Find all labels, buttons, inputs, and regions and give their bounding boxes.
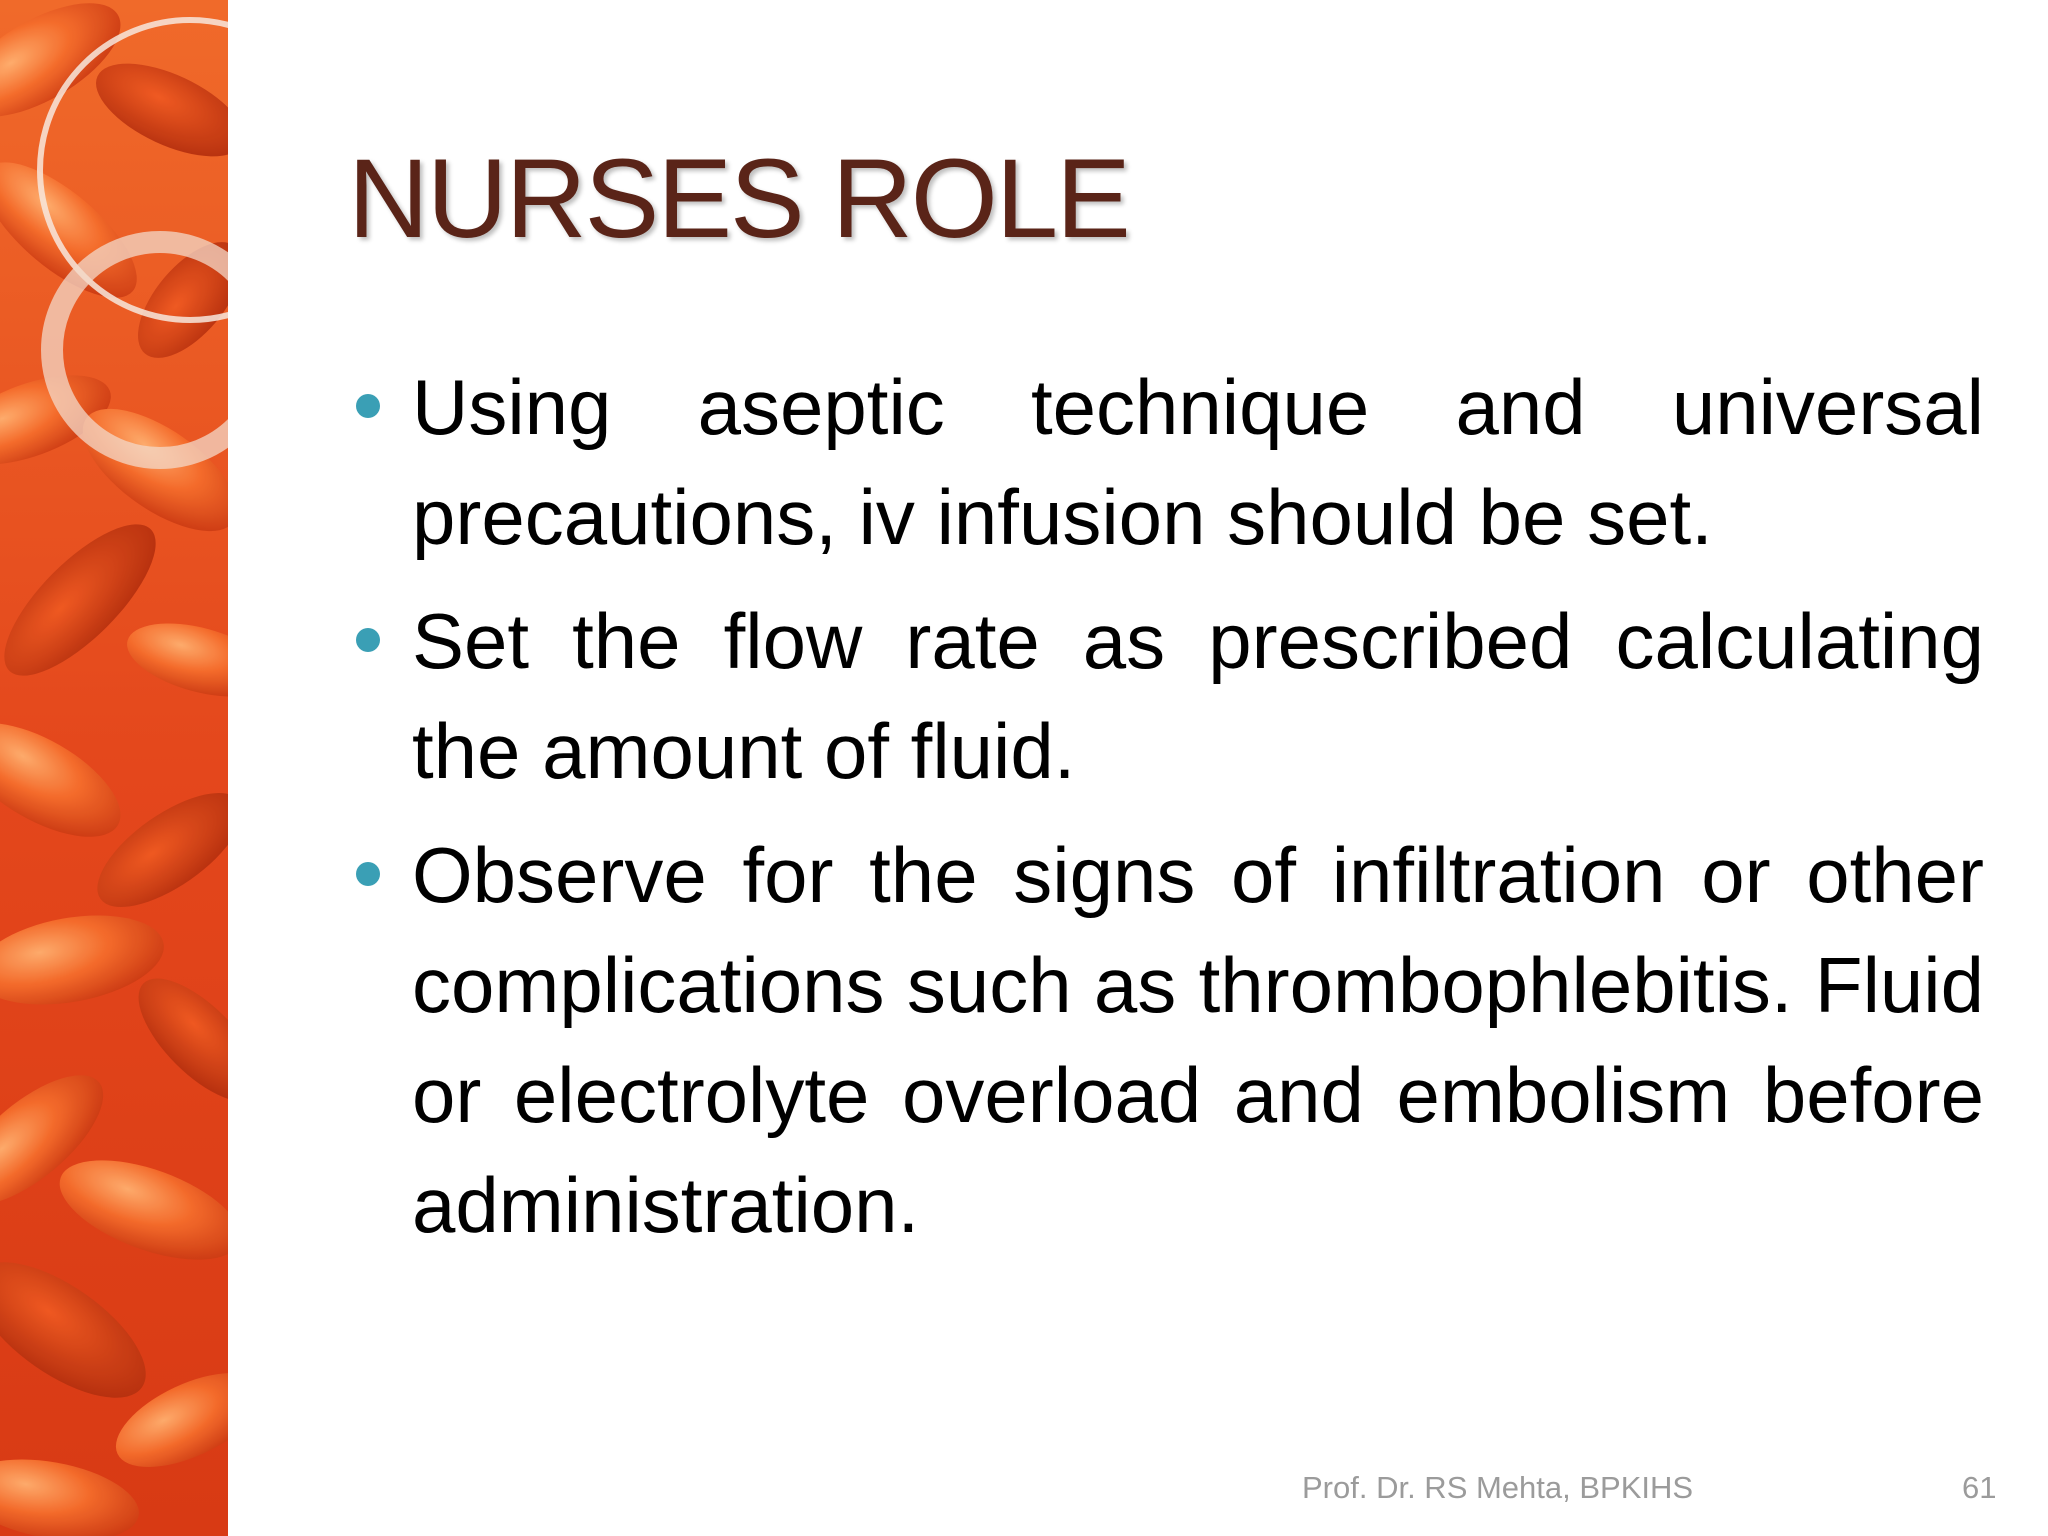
bullet-marker-icon — [356, 862, 380, 886]
page-number: 61 — [1962, 1470, 1997, 1505]
bullet-text: Observe for the signs of infiltration or other complications such as thrombophlebitis. Fluid or electrolyte overload and embolism before administration. — [412, 831, 1984, 1249]
petal-pattern-graphic — [0, 0, 228, 1536]
bullet-item — [412, 352, 1984, 572]
bullet-item — [412, 586, 1984, 806]
slide-title: NURSES ROLE — [348, 136, 1129, 261]
bullet-marker-icon — [356, 628, 380, 652]
flower-petal-image — [0, 0, 228, 1536]
bullet-item — [412, 820, 1984, 1260]
bullet-marker-icon — [356, 394, 380, 418]
bullet-text: Using aseptic technique and universal precautions, iv infusion should be set. — [412, 363, 1984, 561]
bullet-text: Set the flow rate as prescribed calculating the amount of fluid. — [412, 597, 1984, 795]
bullet-list — [412, 352, 1984, 1274]
footer-author: Prof. Dr. RS Mehta, BPKIHS — [1302, 1470, 1694, 1505]
